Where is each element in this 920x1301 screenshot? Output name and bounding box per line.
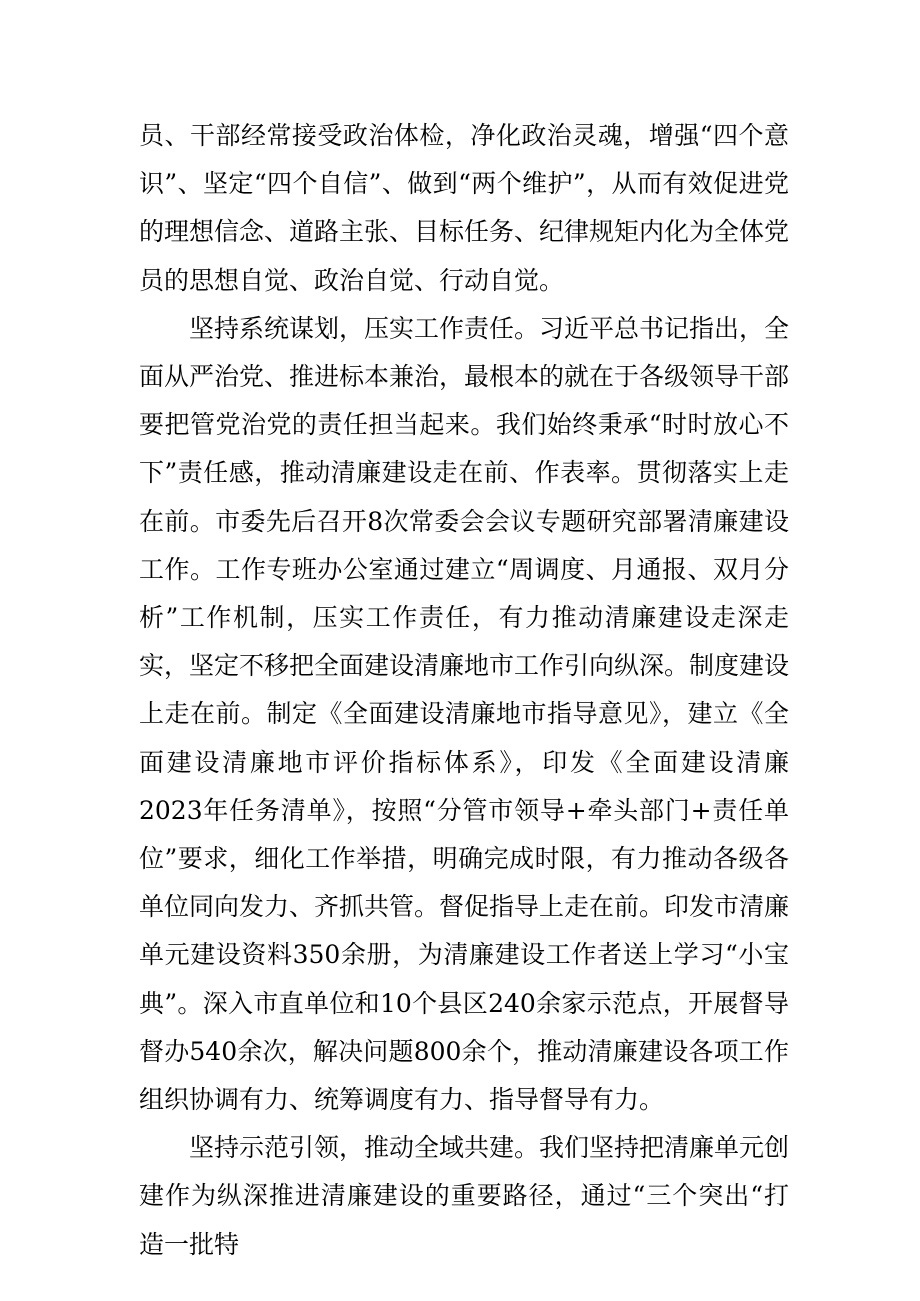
paragraph-2: 坚持系统谋划，压实工作责任。习近平总书记指出，全面从严治党、推进标本兼治，最根本的就在于各级领导干部要把管党治党的责任担当起来。我们始终秉承“时时放心不下”责任感，推动清廉建设走在前、作表率。贯彻落实上走在前。市委先后召开8次常委会会议专题研究部署清廉建设工作。工作专班办公室通过建立“周调度、月通报、双月分析”工作机制，压实工作责任，有力推动清廉建设走深走实，坚定不移把全面建设清廉地市工作引向纵深。制度建设上走在前。制定《全面建设清廉地市指导意见》，建立《全面建设清廉地市评价指标体系》，印发《全面建设清廉2023年任务清单》，按照“分管市领导+牵头部门+责任单位”要求，细化工作举措，明确完成时限，有力推动各级各单位同向发力、齐抓共管。督促指导上走在前。印发市清廉单元建设资料350余册，为清廉建设工作者送上学习“小宝典”。深入市直单位和10个县区240余家示范点，开展督导督办540余次，解决问题800余个，推动清廉建设各项工作组织协调有力、统筹调度有力、指导督导有力。 [139,313,790,1115]
document-body [139,112,789,1269]
paragraph-3: 坚持示范引领，推动全域共建。我们坚持把清廉单元创建作为纵深推进清廉建设的重要路径，通过“三个突出“打造一批特 [139,1133,790,1259]
paragraph-1: 员、干部经常接受政治体检，净化政治灵魂，增强“四个意识”、坚定“四个自信”、做到“两个维护”，从而有效促进党的理想信念、道路主张、目标任务、纪律规矩内化为全体党员的思想自觉、政治自觉、行动自觉。 [139,121,790,295]
